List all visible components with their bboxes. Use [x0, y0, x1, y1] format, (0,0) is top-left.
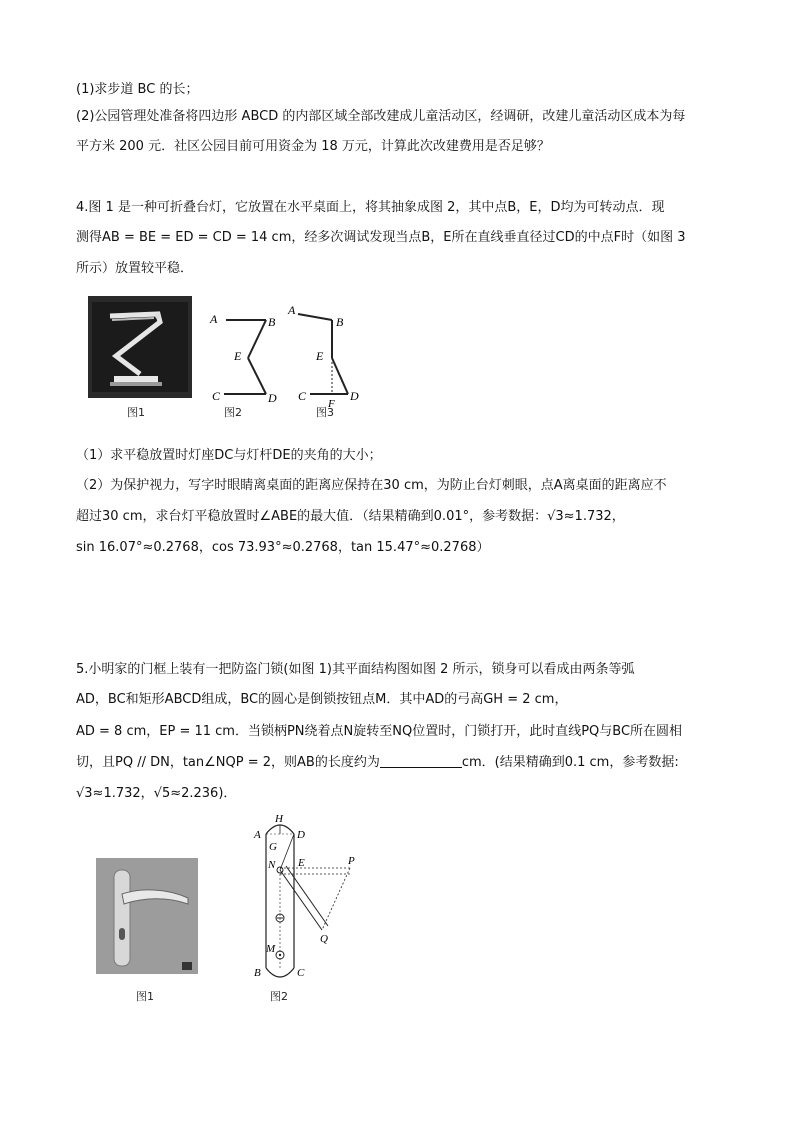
- lock-label-C: C: [297, 967, 305, 979]
- lock-label-P: P: [348, 855, 355, 867]
- fig3-label-F: F: [328, 398, 335, 410]
- q4-line3: 所示）放置较平稳．: [76, 261, 194, 276]
- fig3-label-D: D: [350, 389, 359, 403]
- lamp-photo-image: [88, 296, 192, 398]
- fig3-caption: 图3: [316, 406, 334, 419]
- lock-label-B: B: [254, 967, 261, 979]
- fig2-caption: 图2: [224, 406, 242, 419]
- q4-sub2-line3: sin 16.07°≈0.2768，cos 73.93°≈0.2768，tan 15.47°≈0.2768）: [76, 540, 490, 555]
- fig3-label-A: A: [288, 303, 296, 317]
- lamp-diagram-fig3: [290, 300, 370, 410]
- lock-structure-diagram: [244, 810, 364, 980]
- q5-line5: √3≈1.732，√5≈2.236)．: [76, 786, 237, 801]
- q3-part1: (1)求步道 BC 的长；: [76, 82, 199, 97]
- q5-line2: AD，BC和矩形ABCD组成，BC的圆心是倒锁按钮点M．其中AD的弓高GH = 2 cm，: [76, 692, 568, 707]
- fig2-label-A: A: [210, 312, 218, 326]
- fig2-label-B: B: [268, 315, 276, 329]
- lock-label-Q: Q: [320, 933, 328, 945]
- q3-part2-line2: 平方米 200 元．社区公园目前可用资金为 18 万元，计算此次改建费用是否足够？: [76, 139, 550, 154]
- q5-fig2-caption: 图2: [270, 990, 288, 1003]
- q5-line4: [76, 753, 679, 773]
- q5-line4-text: 切，且PQ // DN，tan∠NQP = 2，则AB的长度约为: [76, 755, 380, 770]
- q3-part2-line1: (2)公园管理处准备将四边形 ABCD 的内部区域全部改建成儿童活动区，经调研，改建儿童活动区成本为每: [76, 109, 686, 124]
- fig2-label-C: C: [212, 389, 221, 403]
- q4-line1: 4.图 1 是一种可折叠台灯，它放置在水平桌面上，将其抽象成图 2，其中点B，E，D均为可转动点．现: [76, 200, 665, 215]
- q5-line1: 5.小明家的门框上装有一把防盗门锁(如图 1)其平面结构图如图 2 所示，锁身可以看成由两条等弧: [76, 662, 635, 677]
- fig2-label-E: E: [234, 349, 242, 363]
- lock-label-E: E: [298, 857, 305, 869]
- q4-sub2-line1: （2）为保护视力，写字时眼睛离桌面的距离应保持在30 cm，为防止台灯刺眼，点A离桌面的距离应不: [76, 478, 667, 493]
- fig3-label-E: E: [316, 349, 324, 363]
- q4-line2: 测得AB = BE = ED = CD = 14 cm，经多次调试发现当点B，E所在直线垂直径过CD的中点F时（如图 3: [76, 230, 686, 245]
- lock-label-M: M: [266, 943, 276, 955]
- lock-label-G: G: [269, 841, 277, 853]
- lamp-photo: [88, 296, 192, 398]
- fig3-label-C: C: [298, 389, 307, 403]
- fig2-label-D: D: [268, 391, 277, 405]
- q5-fig1-caption: 图1: [136, 990, 154, 1003]
- fig3-label-B: B: [336, 315, 344, 329]
- answer-blank: [380, 753, 462, 768]
- lock-label-N: N: [268, 859, 276, 871]
- door-lock-photo-image: [96, 858, 198, 974]
- door-lock-photo: [96, 858, 198, 974]
- lock-label-A: A: [254, 829, 261, 841]
- lock-label-D: D: [297, 829, 305, 841]
- q5-line4-unit: cm．(结果精确到0.1 cm，参考数据:: [461, 755, 679, 770]
- q4-sub2-line2: 超过30 cm，求台灯平稳放置时∠ABE的最大值．（结果精确到0.01°，参考数据：√3≈1.732，: [76, 509, 625, 524]
- q4-sub1: （1）求平稳放置时灯座DC与灯杆DE的夹角的大小；: [76, 448, 382, 463]
- lock-label-H: H: [275, 813, 283, 825]
- fig1-caption: 图1: [127, 406, 145, 419]
- q5-line3: AD = 8 cm，EP = 11 cm．当锁柄PN绕着点N旋转至NQ位置时，门锁打开，此时直线PQ与BC所在圆相: [76, 724, 683, 739]
